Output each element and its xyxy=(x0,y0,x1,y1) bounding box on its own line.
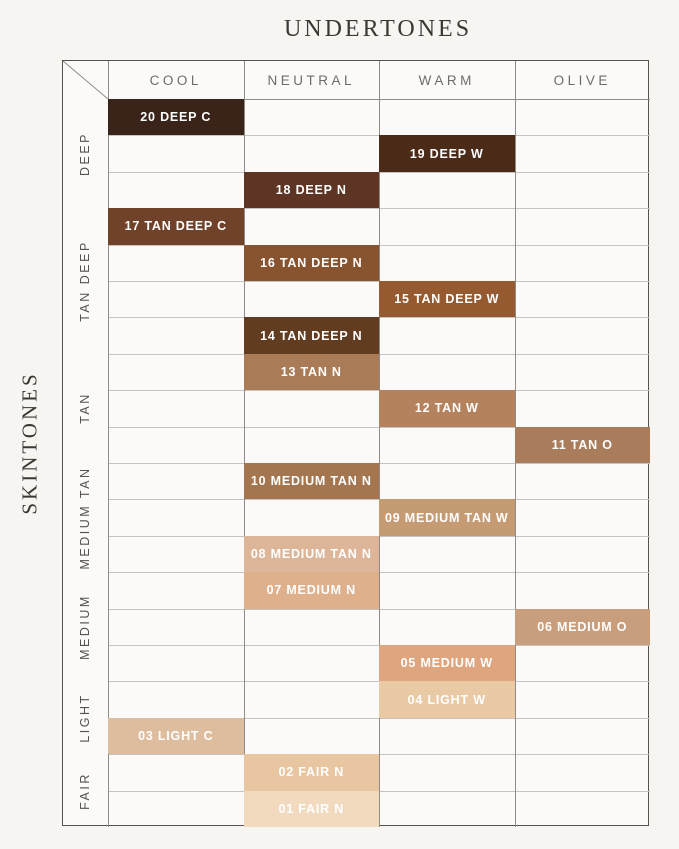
skintones-axis-title: SKINTONES xyxy=(17,371,42,515)
shade-matrix-table xyxy=(62,60,649,826)
shade-label: 17 TAN DEEP C xyxy=(124,219,227,234)
shade-label: 20 DEEP C xyxy=(140,110,212,125)
undertones-axis-title: UNDERTONES xyxy=(283,16,473,42)
shade-grid xyxy=(108,99,650,827)
column-header-cool: COOL xyxy=(149,72,202,88)
corner-diagonal-icon xyxy=(63,61,108,99)
shade-cell xyxy=(515,609,651,645)
shade-label: 08 MEDIUM TAN N xyxy=(250,546,372,561)
row-group-label-column xyxy=(63,99,108,827)
shade-cell xyxy=(244,463,380,499)
shade-label: 19 DEEP W xyxy=(409,146,484,161)
shade-cell xyxy=(379,499,515,535)
column-header-olive: OLIVE xyxy=(553,72,611,88)
shade-label: 09 MEDIUM TAN W xyxy=(384,510,509,525)
shade-cell xyxy=(108,718,244,754)
shade-label: 16 TAN DEEP N xyxy=(260,255,363,270)
shade-cell xyxy=(379,681,515,717)
shade-label: 14 TAN DEEP N xyxy=(260,328,363,343)
row-group-label-deep: DEEP xyxy=(78,131,92,176)
shade-cell xyxy=(244,245,380,281)
shade-cell xyxy=(108,208,244,244)
shade-label: 01 FAIR N xyxy=(278,801,345,816)
row-group-label-medium: MEDIUM xyxy=(78,593,92,660)
column-header-warm: WARM xyxy=(418,72,475,88)
shade-label: 02 FAIR N xyxy=(278,765,345,780)
shade-cell xyxy=(379,281,515,317)
shade-cell xyxy=(244,536,380,572)
shade-label: 18 DEEP N xyxy=(275,182,347,197)
row-group-label-tan-deep: TAN DEEP xyxy=(78,240,92,322)
row-group-label-light: LIGHT xyxy=(78,693,92,743)
shade-cell xyxy=(244,172,380,208)
row-group-label-tan: TAN xyxy=(78,392,92,425)
shade-cell xyxy=(515,427,651,463)
shade-label: 15 TAN DEEP W xyxy=(394,292,500,307)
shade-cell xyxy=(108,99,244,135)
shade-label: 06 MEDIUM O xyxy=(537,619,628,634)
row-group-label-medium-tan: MEDIUM TAN xyxy=(78,466,92,570)
shade-cell xyxy=(244,317,380,353)
shade-label: 13 TAN N xyxy=(280,364,342,379)
shade-cell xyxy=(244,354,380,390)
shade-cell xyxy=(244,754,380,790)
shade-cell xyxy=(244,791,380,827)
shade-label: 07 MEDIUM N xyxy=(266,583,356,598)
shade-label: 12 TAN W xyxy=(414,401,479,416)
shade-label: 05 MEDIUM W xyxy=(400,656,493,671)
label-column-separator-line xyxy=(108,61,109,827)
shade-label: 03 LIGHT C xyxy=(138,728,214,743)
column-header-neutral: NEUTRAL xyxy=(267,72,355,88)
shade-label: 04 LIGHT W xyxy=(407,692,486,707)
shade-label: 11 TAN O xyxy=(551,437,613,452)
row-group-label-fair: FAIR xyxy=(78,771,92,810)
shade-cell xyxy=(379,135,515,171)
shade-cell xyxy=(379,390,515,426)
shade-cell xyxy=(244,572,380,608)
shade-cell xyxy=(379,645,515,681)
shade-label: 10 MEDIUM TAN N xyxy=(250,474,372,489)
